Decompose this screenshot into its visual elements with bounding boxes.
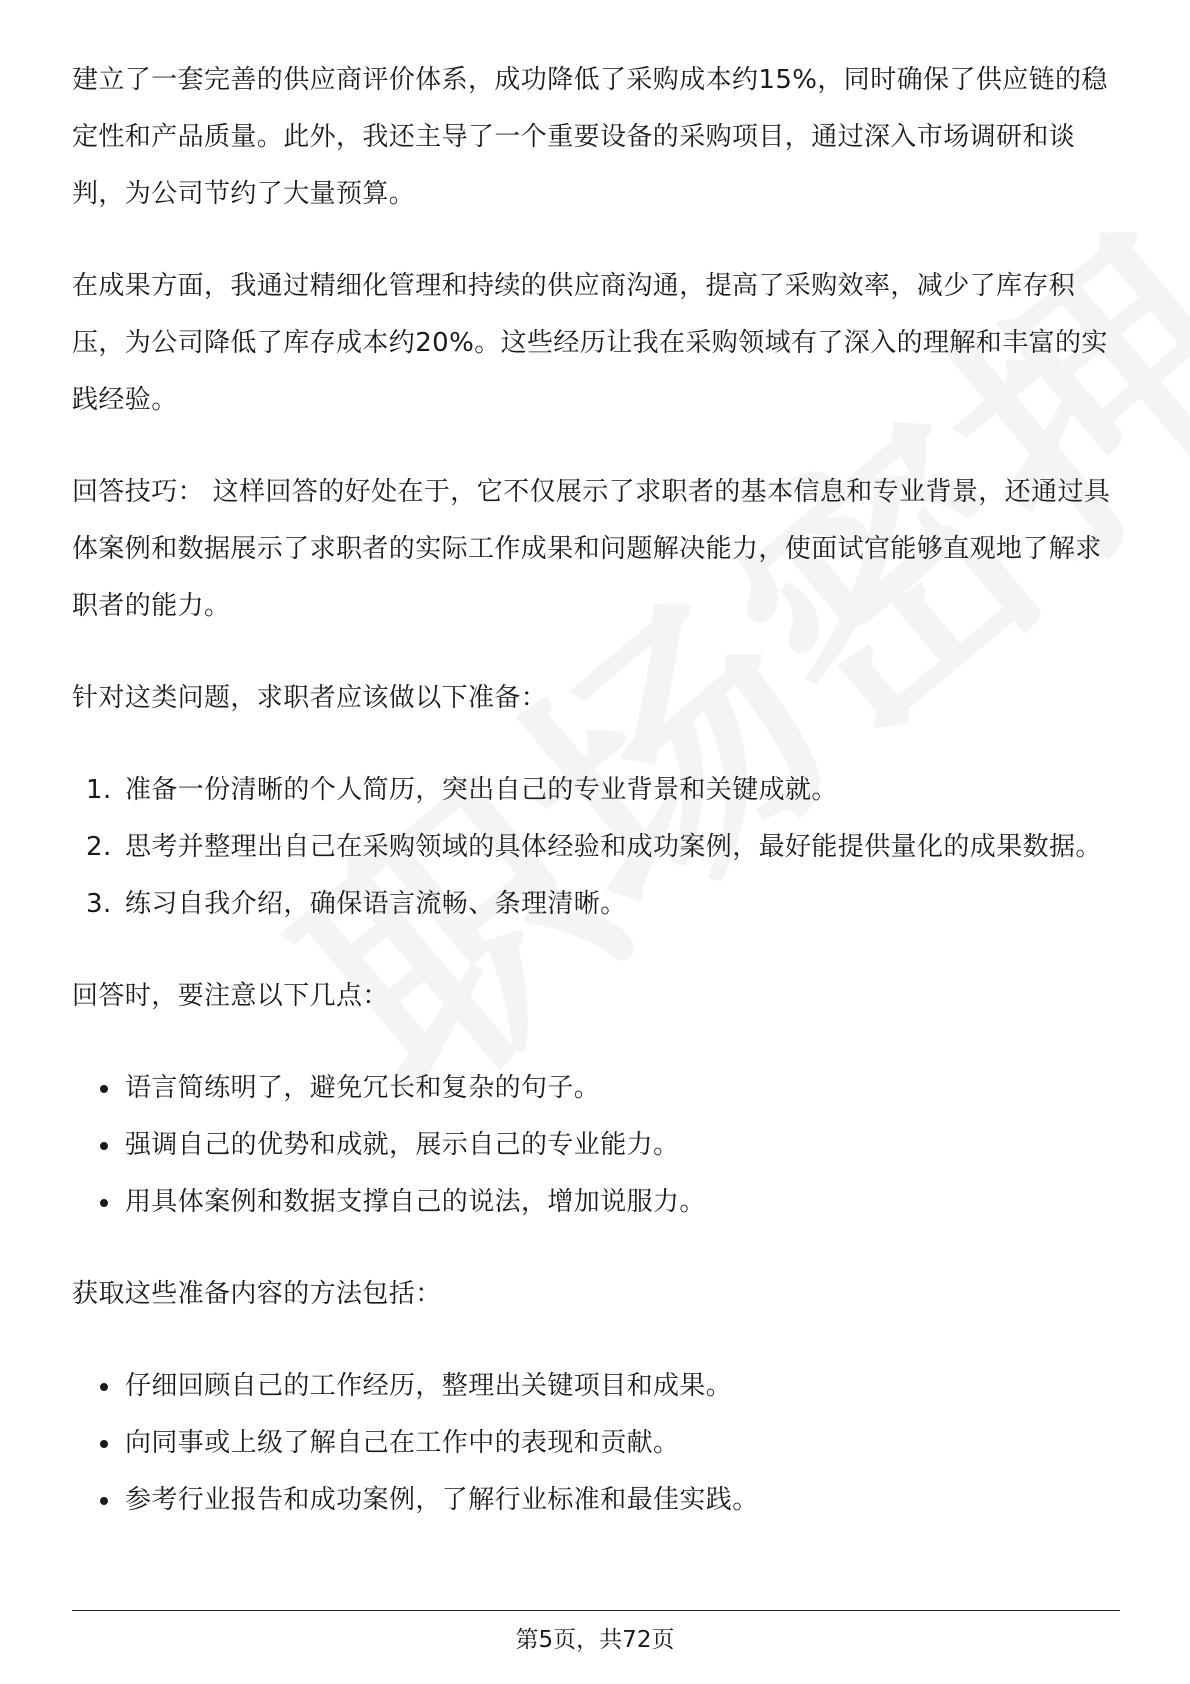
paragraph-achievements: 建立了一套完善的供应商评价体系，成功降低了采购成本约15%，同时确保了供应链的稳定性和产品质量。此外，我还主导了一个重要设备的采购项目，通过深入市场调研和谈判，为公司节约了大量预算。 (72, 65, 1108, 209)
bullet-icon (100, 1383, 108, 1391)
list-item-text: 用具体案例和数据支撑自己的说法，增加说服力。 (125, 1187, 706, 1217)
list-item (72, 1174, 1120, 1231)
list-item-text: 思考并整理出自己在采购领域的具体经验和成功案例，最好能提供量化的成果数据。 (125, 832, 1102, 862)
list-number: 2. (86, 832, 112, 862)
list-item (72, 1472, 1120, 1529)
paragraph-answer-tips: 回答技巧： 这样回答的好处在于，它不仅展示了求职者的基本信息和专业背景，还通过具体案例和数据展示了求职者的实际工作成果和问题解决能力，使面试官能够直观地了解求职者的能力。 (72, 477, 1111, 621)
list-item-text: 练习自我介绍，确保语言流畅、条理清晰。 (125, 889, 627, 919)
list-item-text: 准备一份清晰的个人简历，突出自己的专业背景和关键成就。 (125, 775, 838, 805)
list-item (72, 762, 1120, 819)
method-list (72, 1358, 1120, 1529)
paragraph-prep-intro: 针对这类问题，求职者应该做以下准备： (72, 683, 548, 713)
footer-divider (72, 1610, 1120, 1611)
prep-list (72, 762, 1120, 933)
list-item (72, 1415, 1120, 1472)
paragraph-attention-intro: 回答时，要注意以下几点： (72, 981, 389, 1011)
page-number: 第5页，共72页 (515, 1627, 675, 1653)
bullet-icon (100, 1497, 108, 1505)
list-item (72, 1060, 1120, 1117)
paragraph-results: 在成果方面，我通过精细化管理和持续的供应商沟通，提高了采购效率，减少了库存积压，为公司降低了库存成本约20%。这些经历让我在采购领域有了深入的理解和丰富的实践经验。 (72, 271, 1108, 415)
list-item-text: 语言简练明了，避免冗长和复杂的句子。 (125, 1073, 601, 1103)
document-body (72, 52, 1120, 1564)
list-number: 1. (86, 775, 112, 805)
bullet-icon (100, 1085, 108, 1093)
list-item (72, 876, 1120, 933)
paragraph-methods-intro: 获取这些准备内容的方法包括： (72, 1279, 442, 1309)
list-item (72, 1117, 1120, 1174)
list-number: 3. (86, 889, 112, 919)
bullet-icon (100, 1199, 108, 1207)
bullet-icon (100, 1440, 108, 1448)
list-item (72, 1358, 1120, 1415)
list-item-text: 参考行业报告和成功案例，了解行业标准和最佳实践。 (125, 1485, 759, 1515)
bullet-icon (100, 1142, 108, 1150)
list-item (72, 819, 1120, 876)
list-item-text: 强调自己的优势和成就，展示自己的专业能力。 (125, 1130, 680, 1160)
list-item-text: 向同事或上级了解自己在工作中的表现和贡献。 (125, 1428, 680, 1458)
attention-list (72, 1060, 1120, 1231)
list-item-text: 仔细回顾自己的工作经历，整理出关键项目和成果。 (125, 1371, 733, 1401)
